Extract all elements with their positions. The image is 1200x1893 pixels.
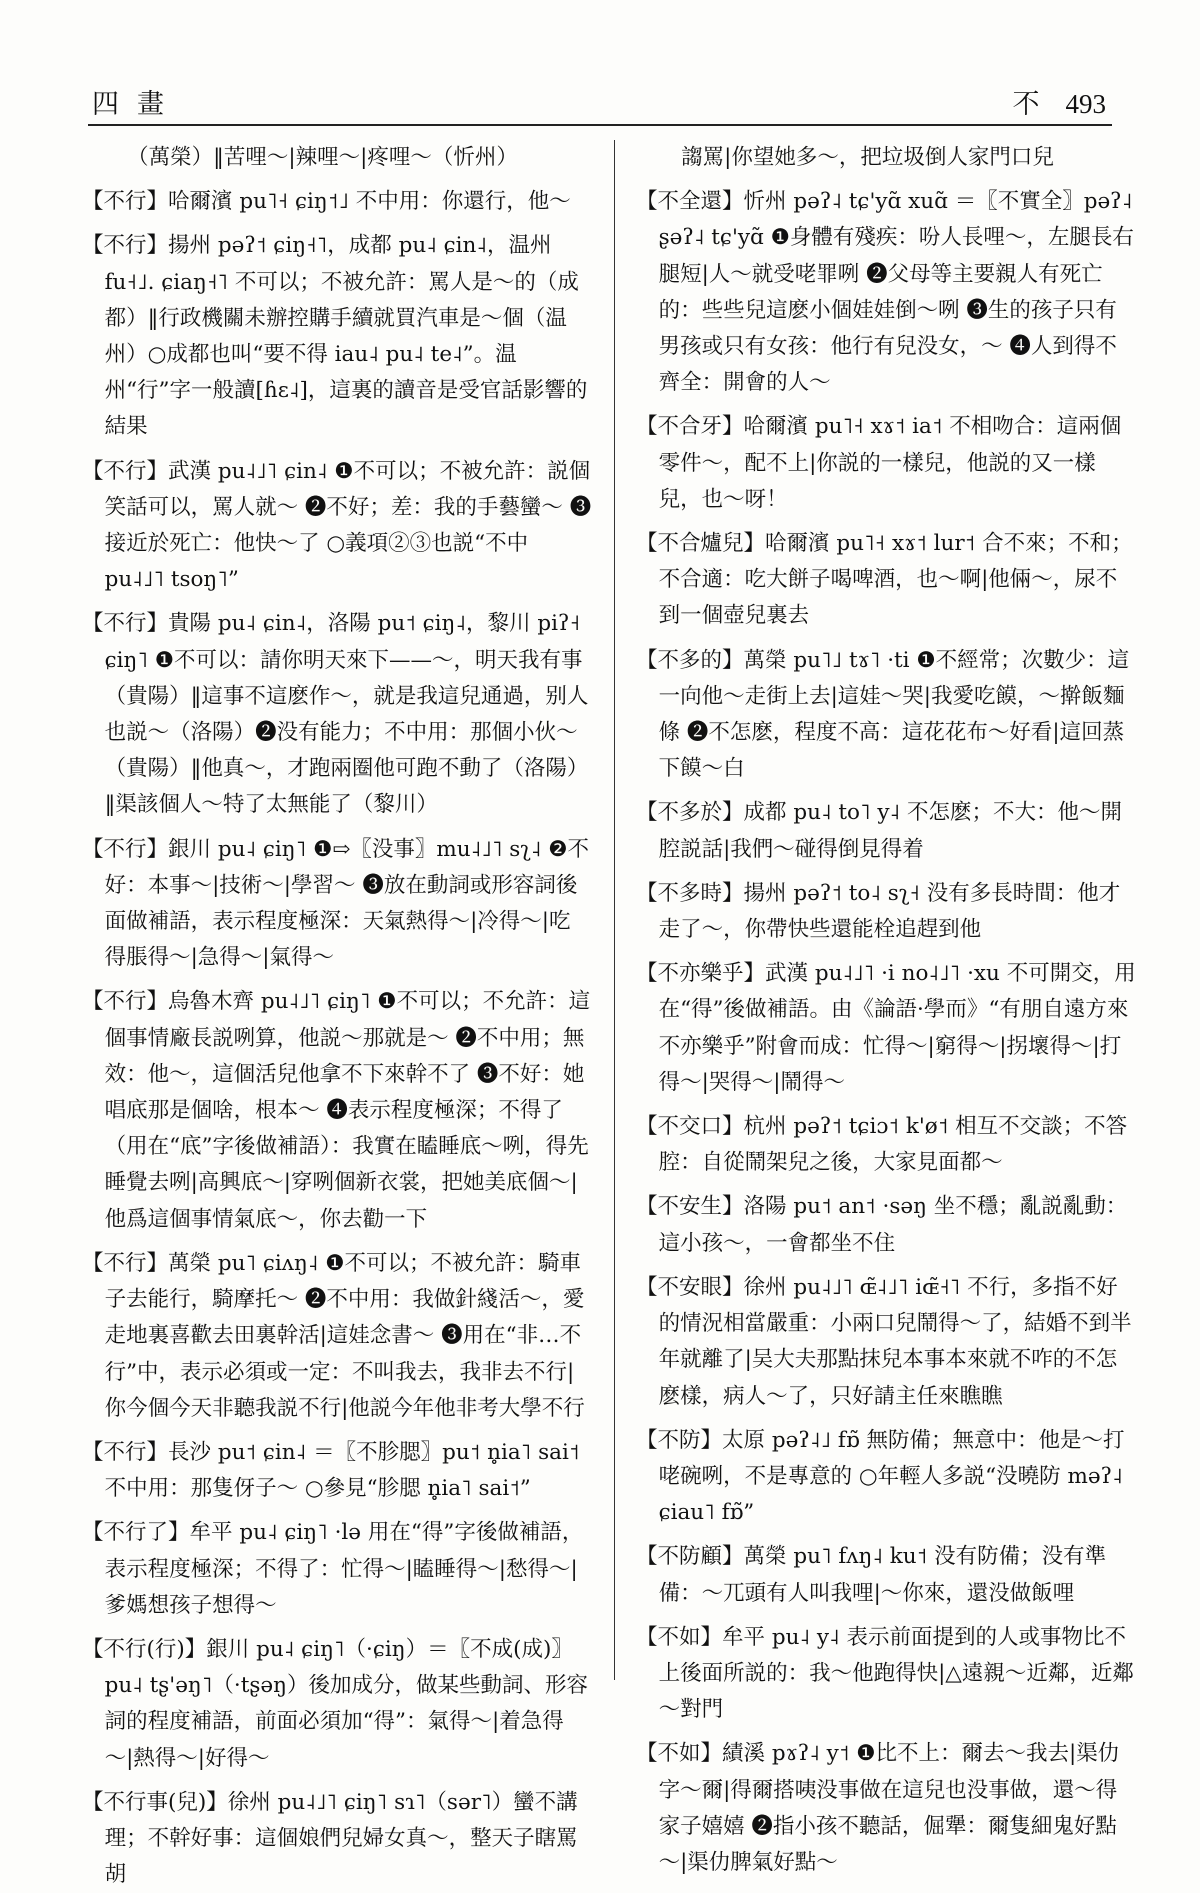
- dictionary-entry: 【不安生】洛陽 pu˦ an˦ ·səŋ 坐不穩；亂説亂動：這小孩～，一會都坐不住: [636, 1194, 1128, 1256]
- section-title: 四畫: [92, 89, 182, 120]
- dictionary-entry: 【不防顧】萬榮 pu˥ fʌŋ˨ ku˦ 没有防備；没有準備：～兀頭有人叫我哩|～你來，還没做飯哩: [636, 1544, 1107, 1606]
- dictionary-entry: 【不亦樂乎】武漢 pu˨˩˥ ·i no˨˩˥ ·xu 不可開交，用在“得”後做補語。由《論語·學而》“有朋自遠方來不亦樂乎”附會而成：忙得～|窮得～|拐壞得～|打得～|哭得～|鬧得～: [636, 961, 1136, 1095]
- dictionary-entry: 【不行】烏魯木齊 pu˨˩˥ ɕiŋ˥ ❶不可以；不允許：這個事情廠長説咧算，他説～那就是～ ❷不中用；無效：他～，這個活兒他拿不下來幹不了 ❸不好：她唱底那是個啥，根本～ ❹表示程度極深；不得了（用在“底”字後做補語）：我實在瞌睡底～咧，得先睡覺去咧|高興底～|穿咧個新衣裳，把她美底個～|他爲這個事情氣底～，你去勸一下: [82, 989, 591, 1232]
- dictionary-entry: 【不行】武漢 pu˨˩˥ ɕin˨ ❶不可以；不被允許：説個笑話可以，罵人就～ ❷不好；差：我的手藝蠻～ ❸接近於死亡：他快～了 ○義項②③也説“不中 pu˨˩˥ tsoŋ˥”: [82, 458, 592, 593]
- column-divider: [614, 140, 615, 1680]
- dictionary-entry: 【不行】萬榮 pu˥ ɕiʌŋ˨ ❶不可以；不被允許：騎車子去能行，騎摩托～ ❷不中用：我做針綫活～，愛走地裏喜歡去田裏幹活|這娃念書～ ❸用在“非…不行”中，表示必須或一定：不叫我去，我非去不行|你今個今天非聽我説不行|他説今年他非考大學不行: [82, 1250, 585, 1421]
- dictionary-entry: 【不多的】萬榮 pu˥˩ tɤ˥ ·ti ❶不經常；次數少：這一向他～走街上去|這娃～哭|我愛吃饃，～擀飯麵條 ❷不怎麽，程度不高：這花花布～好看|這回蒸下饃～白: [636, 647, 1130, 782]
- right-column: [636, 140, 1136, 1881]
- entry-continuation: 謅罵|你望她多～，把垃圾倒人家門口兒: [681, 145, 1054, 170]
- page-number: 493: [1065, 89, 1106, 119]
- dictionary-entry: 【不安眼】徐州 pu˨˩˥ ɶ̃˨˩˥ iɶ̃˧˥ 不行，多指不好的情況相當嚴重：小兩口兒鬧得～了，結婚不到半年就離了|吴大夫那點抹兒本事本來就不咋的不怎麽樣，病人～了，只好請主任來瞧瞧: [636, 1274, 1132, 1409]
- entry-continuation: （萬榮）‖苦哩～|辣哩～|疼哩～（忻州）: [127, 145, 518, 170]
- dictionary-entry: 【不行事(兒)】徐州 pu˨˩˥ ɕiŋ˥ sɿ˥（sər˥）蠻不講理；不幹好事：這個娘們兒婦女真～，整天子瞎罵胡: [82, 1789, 578, 1888]
- dictionary-entry: 【不多時】揚州 pəʔ˦ to˨ sʅ˧ 没有多長時間：他才走了～，你帶快些還能栓追趕到他: [636, 880, 1121, 943]
- dictionary-entry: 【不合牙】哈爾濱 pu˥˧ xɤ˦ ia˦ 不相吻合：這兩個零件～，配不上|你説的一樣兒，他説的又一樣兒，也～呀！: [636, 414, 1122, 512]
- dictionary-entry: 【不合爐兒】哈爾濱 pu˥˧ xɤ˦ lur˦ 合不來；不和；不合適：吃大餅子喝啤酒，也～啊|他倆～，尿不到一個壺兒裏去: [636, 531, 1133, 629]
- dictionary-entry: 【不防】太原 pəʔ˨˩ fɒ̃ 無防備；無意中：他是～打咾碗咧，不是專意的 ○年輕人多説“没曉防 məʔ˨ ɕiau˥ fɒ̃”: [636, 1427, 1125, 1526]
- dictionary-entry: 【不行】長沙 pu˦ ɕin˨ ＝〖不胗腮〗pu˦ n̥ia˥ sai˦ 不中用：那隻伢子～ ○參見“胗腮 n̥ia˥ sai˦”: [82, 1439, 580, 1502]
- dictionary-entry: 【不全還】忻州 pəʔ˨ tɕ'yɑ̃ xuɑ̃ ＝〖不實全〗pəʔ˨ ʂəʔ˨ tɕ'yɑ̃ ❶身體有殘疾：吩人長哩～，左腿長右腿短|人～就受咾罪咧 ❷父母等主要親人有死亡的：些些兒這麽小個娃娃倒～咧 ❸生的孩子只有男孩或只有女孩：他行有兒没女，～ ❹人到得不齊全：開會的人～: [636, 189, 1134, 396]
- dictionary-entry: 【不行(行)】銀川 pu˨ ɕiŋ˥（·ɕiŋ）＝〖不成(成)〗pu˨ tʂ'əŋ˥（·tʂəŋ）後加成分，做某些動詞、形容詞的程度補語，前面必須加“得”：氣得～|着急得～|熱得～|好得～: [82, 1636, 588, 1771]
- dictionary-entry: 【不如】績溪 pɤʔ˨ y˦ ❶比不上：爾去～我去|渠仂字～爾|得爾搭咦没事做在這兒也没事做，還～得家子嬉嬉 ❷指小孩不聽話，倔犟：爾隻細鬼好點～|渠仂脾氣好點～: [636, 1741, 1120, 1875]
- page-header: [88, 78, 1112, 126]
- dictionary-entry: 【不交口】杭州 pəʔ˦ tɕiɔ˦ k'ø˦ 相互不交談；不答腔：自從鬧架兒之後，大家見面都～: [636, 1114, 1128, 1176]
- dictionary-entry: 【不多於】成都 pu˨ to˥ y˨ 不怎麽；不大：他～開腔説話|我們～碰得倒見得着: [636, 800, 1122, 862]
- dictionary-entry: 【不行】貴陽 pu˨ ɕin˨，洛陽 pu˦ ɕiŋ˨，黎川 piʔ˧ ɕiŋ˥ ❶不可以：請你明天來下——～，明天我有事（貴陽）‖這事不這麽作～，就是我這兒通過，别人也説～（洛陽）❷没有能力；不中用：那個小伙～（貴陽）‖他真～，才跑兩圈他可跑不動了（洛陽）‖渠該個人～特了太無能了（黎川）: [82, 611, 589, 818]
- dictionary-entry: 【不行】揚州 pəʔ˦ ɕiŋ˧˥，成都 pu˨ ɕin˨，温州 fu˧˩. ɕiaŋ˧˥ 不可以；不被允許：罵人是～的（成都）‖行政機關未辦控購手續就買汽車是～個（温州）○成都也叫“要不得 iau˨ pu˨ te˨”。温州“行”字一般讀[ɦɛ˨]，這裏的讀音是受官話影響的結果: [82, 233, 588, 440]
- dictionary-entry: 【不行】銀川 pu˨ ɕiŋ˥ ❶⇨〖没事〗mu˨˩˥ sʅ˨ ❷不好：本事～|技術～|學習～ ❸放在動詞或形容詞後面做補語，表示程度極深：天氣熱得～|冷得～|吃得脹得～|急得～|氣得～: [82, 836, 589, 971]
- dictionary-entry: 【不如】牟平 pu˨ y˨ 表示前面提到的人或事物比不上後面所説的：我～他跑得快|△遠親～近鄰，近鄰～對門: [636, 1624, 1134, 1723]
- page-head-right: [1013, 82, 1107, 121]
- head-char: 不: [1012, 89, 1040, 120]
- dictionary-entry: 【不行】哈爾濱 pu˥˧ ɕiŋ˦˩ 不中用：你還行，他～: [82, 189, 571, 215]
- dictionary-entry: 【不行了】牟平 pu˨ ɕiŋ˥ ·lə 用在“得”字後做補語，表示程度極深；不得了：忙得～|瞌睡得～|愁得～|爹媽想孩子想得～: [82, 1520, 584, 1618]
- left-column: [82, 140, 592, 1893]
